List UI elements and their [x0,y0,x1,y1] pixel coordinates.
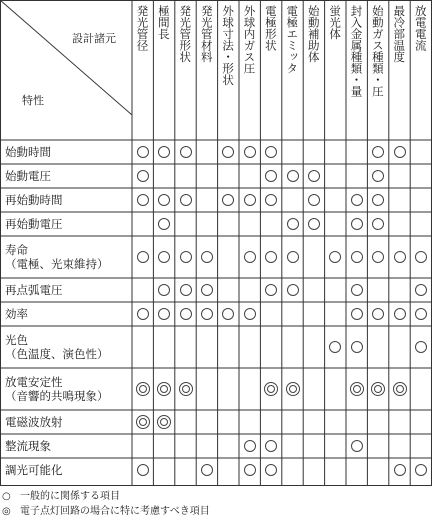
circle-mark [221,307,235,321]
row-label-line: 寿命 [5,243,28,257]
column-header: 電極エミッタ [285,5,300,74]
row-label-line: 光色 [5,333,28,347]
circle-mark [393,463,407,477]
corner-top-label: 設計諸元 [72,32,116,45]
row-label-line: 再始動時間 [5,193,63,207]
circle-mark [393,145,407,159]
circle-mark [264,463,278,477]
circle-mark [371,217,385,231]
circle-mark [200,307,214,321]
row-label-line: 調光可能化 [5,463,63,477]
circle-mark [286,217,300,231]
circle-mark [221,145,235,159]
double-circle-mark [286,382,300,396]
circle-mark [179,307,193,321]
double-circle-mark [264,382,278,396]
circle-mark [157,217,171,231]
circle-mark [179,145,193,159]
circle-mark [307,169,321,183]
circle-mark [243,439,257,453]
circle-mark [414,463,428,477]
circle-mark [414,250,428,264]
circle-mark [136,463,150,477]
row-label [5,415,63,429]
row-label-line: 再点弧電圧 [5,283,63,297]
row-label [5,193,63,207]
circle-mark [414,283,428,297]
circle-mark [286,283,300,297]
row-label-line: 整流現象 [5,439,51,453]
row-label [5,333,109,361]
circle-mark [157,283,171,297]
circle-mark [393,250,407,264]
circle-mark [157,250,171,264]
column-header: 始動ガス種類・圧 [370,5,385,97]
column-header: 最冷部温度 [392,5,407,63]
column-header: 封入金属種類・量 [349,5,364,97]
row-label-line: 始動電圧 [5,169,51,183]
circle-mark [414,340,428,354]
legend-text-general: 一般的に関係する項目 [20,491,120,502]
circle-mark [328,250,342,264]
row-label [5,463,63,477]
circle-mark [243,193,257,207]
column-header: 外球寸法・形状 [221,5,236,86]
double-circle-mark [136,415,150,429]
circle-mark [286,169,300,183]
legend-item-general [2,489,210,504]
column-header: 放電電流 [413,5,428,51]
circle-mark [371,169,385,183]
double-circle-mark [393,382,407,396]
circle-mark [157,145,171,159]
circle-mark [136,193,150,207]
column-header: 始動補助体 [306,5,321,63]
circle-mark [179,250,193,264]
row-label-line: （音響的共鳴現象） [5,389,109,403]
circle-mark [221,193,235,207]
corner-bottom-label: 特性 [22,94,44,107]
row-label [5,243,109,271]
circle-mark [157,307,171,321]
row-label-line: （電極、光束維持） [5,257,109,271]
column-header: 極間長 [156,5,171,40]
circle-mark [350,283,364,297]
row-label-line: 効率 [5,307,28,321]
circle-mark [243,463,257,477]
legend-text-electronic: 電子点灯回路の場合に特に考慮すべき項目 [20,506,210,517]
circle-mark [179,193,193,207]
circle-mark [350,439,364,453]
row-label-line: 放電安定性 [5,375,63,389]
column-header: 蛍光体 [328,5,343,40]
row-label-line: 始動時間 [5,145,51,159]
circle-mark [136,250,150,264]
circle-mark [264,169,278,183]
circle-mark [350,340,364,354]
column-header: 発光管形状 [178,5,193,63]
row-label [5,307,28,321]
circle-mark [286,250,300,264]
legend [2,489,210,519]
row-label-line: 電磁波放射 [5,415,63,429]
circle-mark [136,307,150,321]
circle-mark [414,307,428,321]
header-diagonal [0,0,132,115]
legend-item-electronic [2,504,210,519]
row-label [5,145,51,159]
circle-mark [264,145,278,159]
circle-mark [136,169,150,183]
row-label [5,375,109,403]
circle-mark [243,250,257,264]
double-circle-mark [179,382,193,396]
legend-symbol-single-circle: ○ [2,491,11,502]
circle-mark [328,340,342,354]
circle-mark [200,283,214,297]
double-circle-mark [371,382,385,396]
circle-mark [264,250,278,264]
circle-mark [200,250,214,264]
row-label [5,217,63,231]
circle-mark [264,439,278,453]
column-header: 発光管材料 [199,5,214,63]
circle-mark [371,250,385,264]
circle-mark [243,307,257,321]
row-label-line: 再始動電圧 [5,217,63,231]
circle-mark [371,145,385,159]
column-header: 発光管径 [135,5,150,51]
circle-mark [136,145,150,159]
circle-mark [307,217,321,231]
double-circle-mark [136,382,150,396]
row-label-line: （色温度、演色性） [5,347,109,361]
circle-mark [350,250,364,264]
double-circle-mark [157,415,171,429]
legend-symbol-double-circle: ◎ [2,506,11,517]
circle-mark [179,283,193,297]
circle-mark [350,307,364,321]
column-header: 外球内ガス圧 [242,5,257,74]
column-header: 電極形状 [263,5,278,51]
circle-mark [200,463,214,477]
circle-mark [350,193,364,207]
circle-mark [264,283,278,297]
circle-mark [371,307,385,321]
circle-mark [371,193,385,207]
double-circle-mark [350,382,364,396]
row-label [5,169,51,183]
row-label [5,283,63,297]
circle-mark [264,193,278,207]
circle-mark [307,193,321,207]
row-label [5,439,51,453]
circle-mark [243,145,257,159]
circle-mark [393,307,407,321]
circle-mark [157,193,171,207]
double-circle-mark [157,382,171,396]
circle-mark [350,217,364,231]
